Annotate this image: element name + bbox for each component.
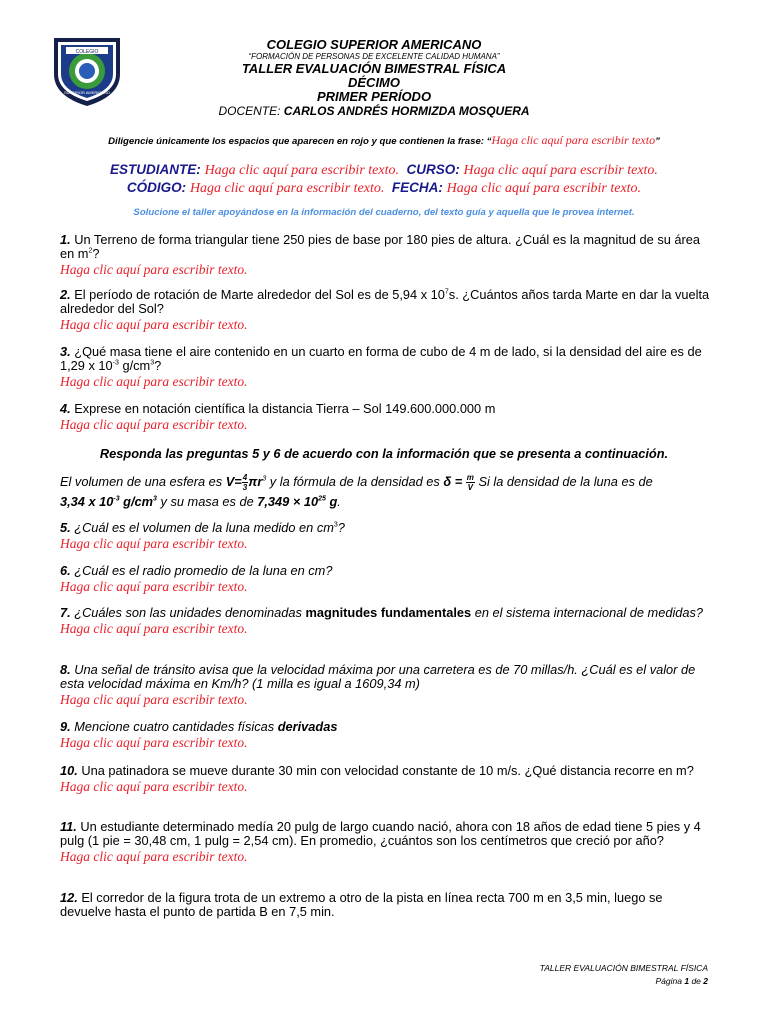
code-input[interactable]: Haga clic aquí para escribir texto. [189, 181, 385, 196]
question-text: Un estudiante determinado medía 20 pulg de largo cuando nació, ahora con 18 años de edad tiene 5 pies y 4 pulg (1 pie = 30,48 cm, 1 pulg = 2,54 cm). En promedio, ¿cuántos son los centímetros que creció por año? [60, 819, 701, 848]
course-label: CURSO: [406, 162, 460, 177]
document-title: TALLER EVALUACIÓN BIMESTRAL FÍSICA [241, 61, 507, 76]
date-label: FECHA: [391, 180, 443, 195]
course-input[interactable]: Haga clic aquí para escribir texto. [463, 163, 658, 178]
question-number: 3. [60, 344, 71, 359]
question-number: 10. [60, 763, 78, 778]
question-number: 8. [60, 662, 71, 677]
date-input[interactable]: Haga clic aquí para escribir texto. [446, 181, 642, 196]
question-number: 7. [60, 605, 71, 620]
answer-1-input[interactable]: Haga clic aquí para escribir texto. [60, 262, 248, 277]
question-number: 2. [60, 287, 71, 302]
answer-2-input[interactable]: Haga clic aquí para escribir texto. [60, 317, 248, 332]
page-footer [540, 962, 708, 988]
question-6 [60, 564, 710, 595]
question-1 [60, 233, 710, 278]
logo-text-bottom: SUPERIOR AMERICANO [63, 90, 111, 95]
vol-delta: δ = [443, 474, 463, 489]
answer-3-input[interactable]: Haga clic aquí para escribir texto. [60, 374, 248, 389]
school-crest-logo [50, 34, 124, 108]
answer-6-input[interactable]: Haga clic aquí para escribir texto. [60, 579, 248, 594]
question-number: 9. [60, 719, 71, 734]
vol-text-a: El volumen de una esfera es [60, 474, 226, 489]
question-sup: 3 [333, 521, 338, 529]
moon-density: 3,34 x 10 [60, 494, 114, 510]
question-sup: 2 [88, 247, 93, 255]
question-text: Un Terreno de forma triangular tiene 250 pies de base por 180 pies de altura. ¿Cuál es la magnitud de su área en m [60, 232, 701, 261]
answer-5-input[interactable]: Haga clic aquí para escribir texto. [60, 536, 248, 551]
document-header [150, 38, 598, 118]
code-label: CÓDIGO: [126, 180, 187, 195]
student-fields [0, 161, 768, 197]
footer-page [540, 975, 708, 988]
question-sup-2: 3 [150, 359, 155, 367]
footer-page-label: Página [655, 976, 685, 986]
student-input[interactable]: Haga clic aquí para escribir texto. [204, 163, 399, 178]
question-5 [60, 521, 710, 552]
moon-mass-unit: g [325, 494, 338, 510]
question-text: ¿Cuál es el volumen de la luna medido en cm [74, 520, 334, 535]
footer-page-num: 1 [684, 976, 690, 986]
vol-text-b: y la fórmula de la densidad es [266, 474, 444, 489]
question-2 [60, 288, 710, 333]
vol-v: V= [225, 474, 242, 489]
vol-formula-sup: 3 [262, 475, 267, 483]
section-5-6-heading: Responda las preguntas 5 y 6 de acuerdo con la información que se presenta a continuación. [99, 446, 669, 461]
instructions [0, 133, 768, 148]
vol-formula: πr [248, 474, 263, 489]
question-text: ¿Cuáles son las unidades denominadas [74, 605, 306, 620]
fields-row-2 [0, 179, 768, 197]
vol-frac-den: 3 [242, 483, 248, 493]
period-label: PRIMER PERÍODO [316, 89, 432, 104]
instructions-text: Diligencie únicamente los espacios que aparecen en rojo y que contienen la frase: “ [108, 136, 492, 147]
moon-density-sup: -3 [113, 495, 120, 503]
school-name: COLEGIO SUPERIOR AMERICANO [266, 37, 482, 52]
question-number: 6. [60, 563, 71, 578]
answer-9-input[interactable]: Haga clic aquí para escribir texto. [60, 735, 248, 750]
teacher-line [150, 104, 598, 118]
question-text: Una señal de tránsito avisa que la velocidad máxima por una carretera es de 70 millas/h. ¿Cuál es el valor de esta velocidad máxima en Km/h? (1 milla es igual a 1609,34 m) [60, 662, 696, 691]
question-number: 5. [60, 520, 71, 535]
question-text: Exprese en notación científica la distancia Tierra – Sol 149.600.000.000 m [74, 401, 496, 416]
teacher-name: CARLOS ANDRÉS HORMIZDA MOSQUERA [283, 104, 530, 118]
vol-text-d: y su masa es de [156, 494, 258, 510]
question-11 [60, 820, 710, 865]
question-12 [60, 891, 710, 919]
question-tail: en el sistema internacional de medidas? [471, 605, 704, 620]
question-tail: ? [92, 246, 100, 261]
answer-8-input[interactable]: Haga clic aquí para escribir texto. [60, 692, 248, 707]
question-tail: ? [337, 520, 345, 535]
moon-mass-sup: 25 [318, 495, 326, 503]
question-tail: g/cm [118, 358, 151, 373]
footer-page-of: de [689, 976, 704, 986]
answer-7-input[interactable]: Haga clic aquí para escribir texto. [60, 621, 248, 636]
question-sup: -3 [112, 359, 119, 367]
school-motto: “FORMACIÓN DE PERSONAS DE EXCELENTE CALIDAD HUMANA” [248, 52, 500, 61]
footer-page-total: 2 [703, 976, 708, 986]
question-8 [60, 663, 710, 708]
question-bold: derivadas [277, 719, 338, 734]
answer-4-input[interactable]: Haga clic aquí para escribir texto. [60, 417, 248, 432]
moon-density-unit: g/cm [119, 494, 154, 510]
question-text: Una patinadora se mueve durante 30 min con velocidad constante de 10 m/s. ¿Qué distancia recorre en m? [81, 763, 694, 778]
density-frac-den: V [467, 483, 473, 493]
instructions-phrase: Haga clic aquí para escribir texto [491, 133, 656, 147]
answer-10-input[interactable]: Haga clic aquí para escribir texto. [60, 779, 248, 794]
question-tail: s. ¿Cuántos años tarda Marte en dar la vuelta alrededor del Sol? [60, 287, 710, 316]
question-number: 11. [60, 819, 77, 834]
logo-text-top: COLEGIO [75, 49, 99, 55]
instructions-close: ” [655, 136, 660, 147]
question-text: El corredor de la figura trota de un extremo a otro de la pista en línea recta 700 m en 3,5 min, luego se devuelve hasta el punto de partida B en 7,5 min. [60, 890, 663, 919]
sphere-volume-statement [60, 472, 720, 512]
question-number: 12. [60, 890, 78, 905]
question-text: ¿Qué masa tiene el aire contenido en un cuarto en forma de cubo de 4 m de lado, si la densidad del aire es de 1,29 x 10 [60, 344, 702, 373]
answer-11-input[interactable]: Haga clic aquí para escribir texto. [60, 849, 248, 864]
teacher-label: DOCENTE: [218, 104, 284, 118]
question-number: 1. [60, 232, 71, 247]
moon-mass: 7,349 × 10 [257, 494, 319, 510]
vol-text-end: . [337, 494, 341, 510]
student-label: ESTUDIANTE: [110, 162, 201, 177]
question-text: Mencione cuatro cantidades físicas [74, 719, 278, 734]
grade-label: DÉCIMO [348, 75, 400, 90]
density-fraction [466, 473, 475, 492]
question-tail-2: ? [154, 358, 162, 373]
question-10 [60, 764, 710, 795]
density-frac-num: m [466, 473, 474, 483]
guidance-note: Solucione el taller apoyándose en la información del cuaderno, del texto guía y aquella que le provea internet. [133, 207, 635, 218]
question-bold: magnitudes fundamentales [305, 605, 472, 620]
question-text: ¿Cuál es el radio promedio de la luna en cm? [74, 563, 333, 578]
vol-text-c: Si la densidad de la luna es de [474, 474, 653, 489]
question-text: El período de rotación de Marte alrededor del Sol es de 5,94 x 10 [74, 287, 445, 302]
question-7 [60, 606, 710, 637]
question-4 [60, 402, 710, 433]
footer-title: TALLER EVALUACIÓN BIMESTRAL FÍSICA [539, 963, 708, 973]
fields-row-1 [0, 161, 768, 179]
vol-frac-num: 4 [242, 473, 248, 483]
question-number: 4. [60, 401, 71, 416]
question-9 [60, 720, 710, 751]
moon-density-unit-sup: 3 [153, 495, 157, 503]
question-3 [60, 345, 710, 390]
question-sup: 7 [444, 288, 449, 296]
